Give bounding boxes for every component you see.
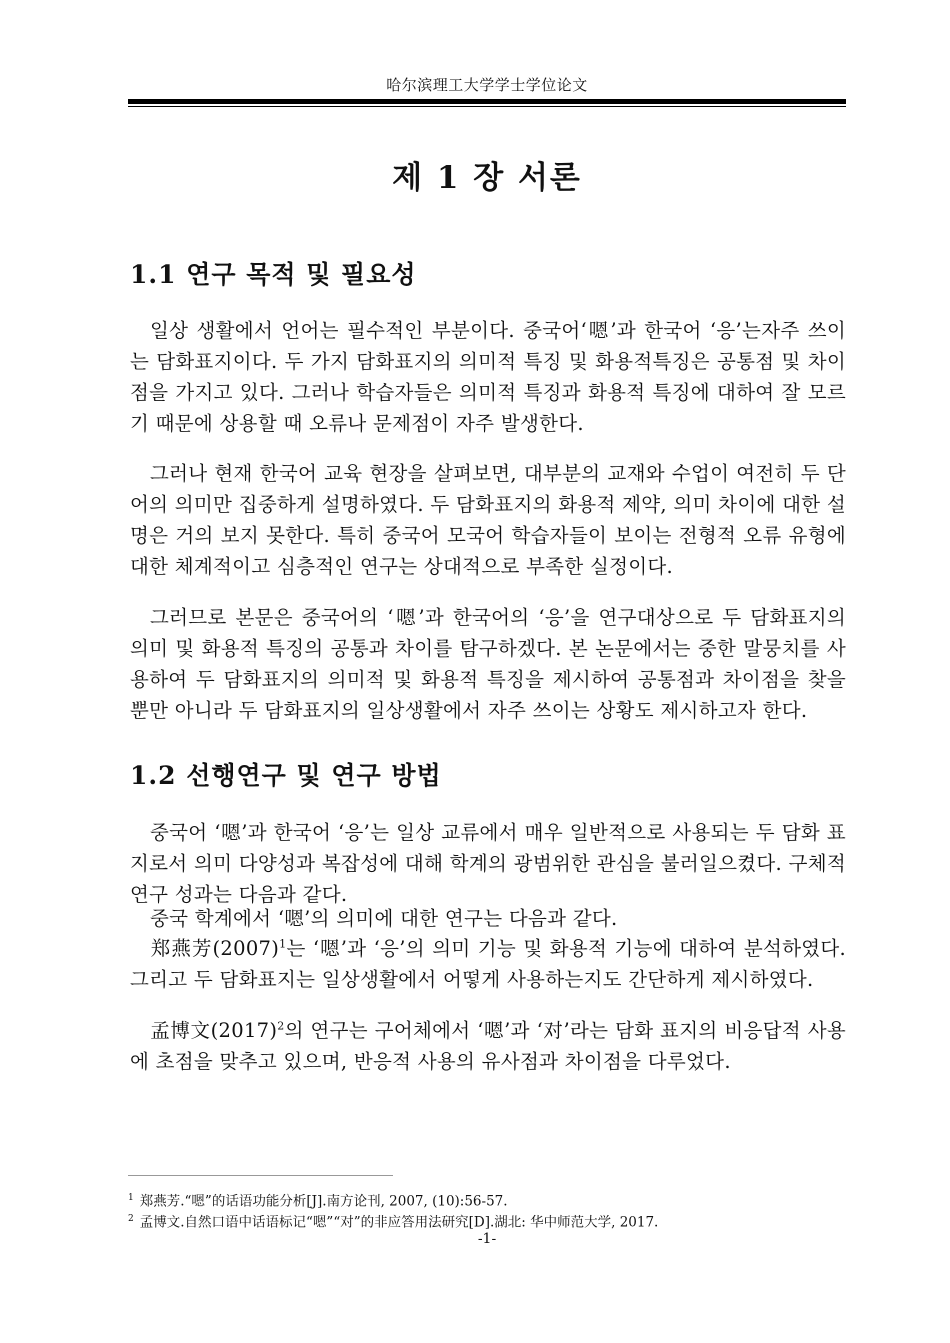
paragraph-text: 중국어 ‘嗯’과 한국어 ‘응’는 일상 교류에서 매우 일반적으로 사용되는 두 담화 표지로서 의미 다양성과 복잡성에 대해 학계의 광범위한 관심을 불러일으켰다. 구체적 연구 성과는 다음과 같다. (130, 821, 846, 906)
paragraph-1-1-3 (130, 602, 846, 726)
section-title-1-2: 1.2 선행연구 및 연구 방법 (130, 761, 442, 790)
running-header: 哈尔滨理工大学学士学位论文 (386, 76, 588, 94)
paragraph-text: 일상 생활에서 언어는 필수적인 부분이다. 중국어‘嗯’과 한국어 ‘응’는자주 쓰이는 담화표지이다. 두 가지 담화표지의 의미적 특징 및 화용적특징은 공통점 및 차이점을 가지고 있다. 그러나 학습자들은 의미적 특징과 화용적 특징에 대하여 잘 모르기 때문에 상용할 때 오류나 문제점이 자주 발생한다. (130, 319, 846, 435)
paragraph-1-2-1 (130, 817, 846, 910)
footnote-text: 郑燕芳.“嗯”的话语功能分析[J].南方论刊, 2007, (10):56-57. (139, 1193, 508, 1210)
section-title-1-1: 1.1 연구 목적 및 필요성 (130, 260, 417, 289)
header-rule-thin (128, 106, 846, 107)
paragraph-text: 의 연구는 구어체에서 ‘嗯’과 ‘对’라는 담화 표지의 비응답적 사용에 초점을 맞추고 있으며, 반응적 사용의 유사점과 차이점을 다루었다. (130, 1019, 847, 1073)
paragraph-text: 는 ‘嗯’과 ‘응’의 의미 기능 및 화용적 기능에 대하여 분석하였다. 그리고 두 담화표지는 일상생활에서 어떻게 사용하는지도 간단하게 제시하였다. (130, 937, 846, 991)
footnote-rule (128, 1175, 393, 1176)
paragraph-text: 그러므로 본문은 중국어의 ‘嗯’과 한국어의 ‘응’을 연구대상으로 두 담화표지의 의미 및 화용적 특징의 공통과 차이를 탐구하겠다. 본 논문에서는 중한 말뭉치를 사용하여 두 담화표지의 의미적 및 화용적 특징을 제시하여 공통점과 차이점을 찾을 뿐만 아니라 두 담화표지의 일상생활에서 자주 쓰이는 상황도 제시하고자 한다. (130, 606, 846, 722)
footnote-ref[interactable]: 2 (277, 1019, 285, 1033)
footnote-1 (128, 1188, 846, 1212)
footnote-ref[interactable]: 1 (279, 937, 287, 951)
paragraph-1-1-2 (130, 458, 846, 582)
citation-author: 孟博文(2017) (150, 1019, 278, 1042)
paragraph-1-2-4 (130, 1015, 846, 1077)
footnote-2 (128, 1209, 846, 1233)
paragraph-text: 그러나 현재 한국어 교육 현장을 살펴보면, 대부분의 교재와 수업이 여전히 두 단어의 의미만 집중하게 설명하였다. 두 담화표지의 화용적 제약, 의미 차이에 대한 설명은 거의 보지 못한다. 특히 중국어 모국어 학습자들이 보이는 전형적 오류 유형에 대한 체계적이고 심층적인 연구는 상대적으로 부족한 실정이다. (130, 462, 847, 578)
paragraph-1-2-2 (130, 903, 846, 934)
paragraph-text: 중국 학계에서 ‘嗯’의 의미에 대한 연구는 다음과 같다. (150, 907, 618, 930)
paragraph-1-1-1 (130, 315, 846, 439)
footnote-number: 1 (128, 1193, 134, 1203)
chapter-title: 제 1 장 서론 (392, 160, 582, 196)
citation-author: 郑燕芳(2007) (150, 937, 280, 960)
footnote-text: 孟博文.自然口语中话语标记“嗯”“对”的非应答用法研究[D].湖北: 华中师范大学, 2017. (139, 1214, 659, 1231)
page-number: -1- (477, 1231, 497, 1247)
paragraph-1-2-3 (130, 933, 846, 995)
header-rule-thick (128, 99, 846, 104)
footnote-number: 2 (128, 1214, 134, 1224)
